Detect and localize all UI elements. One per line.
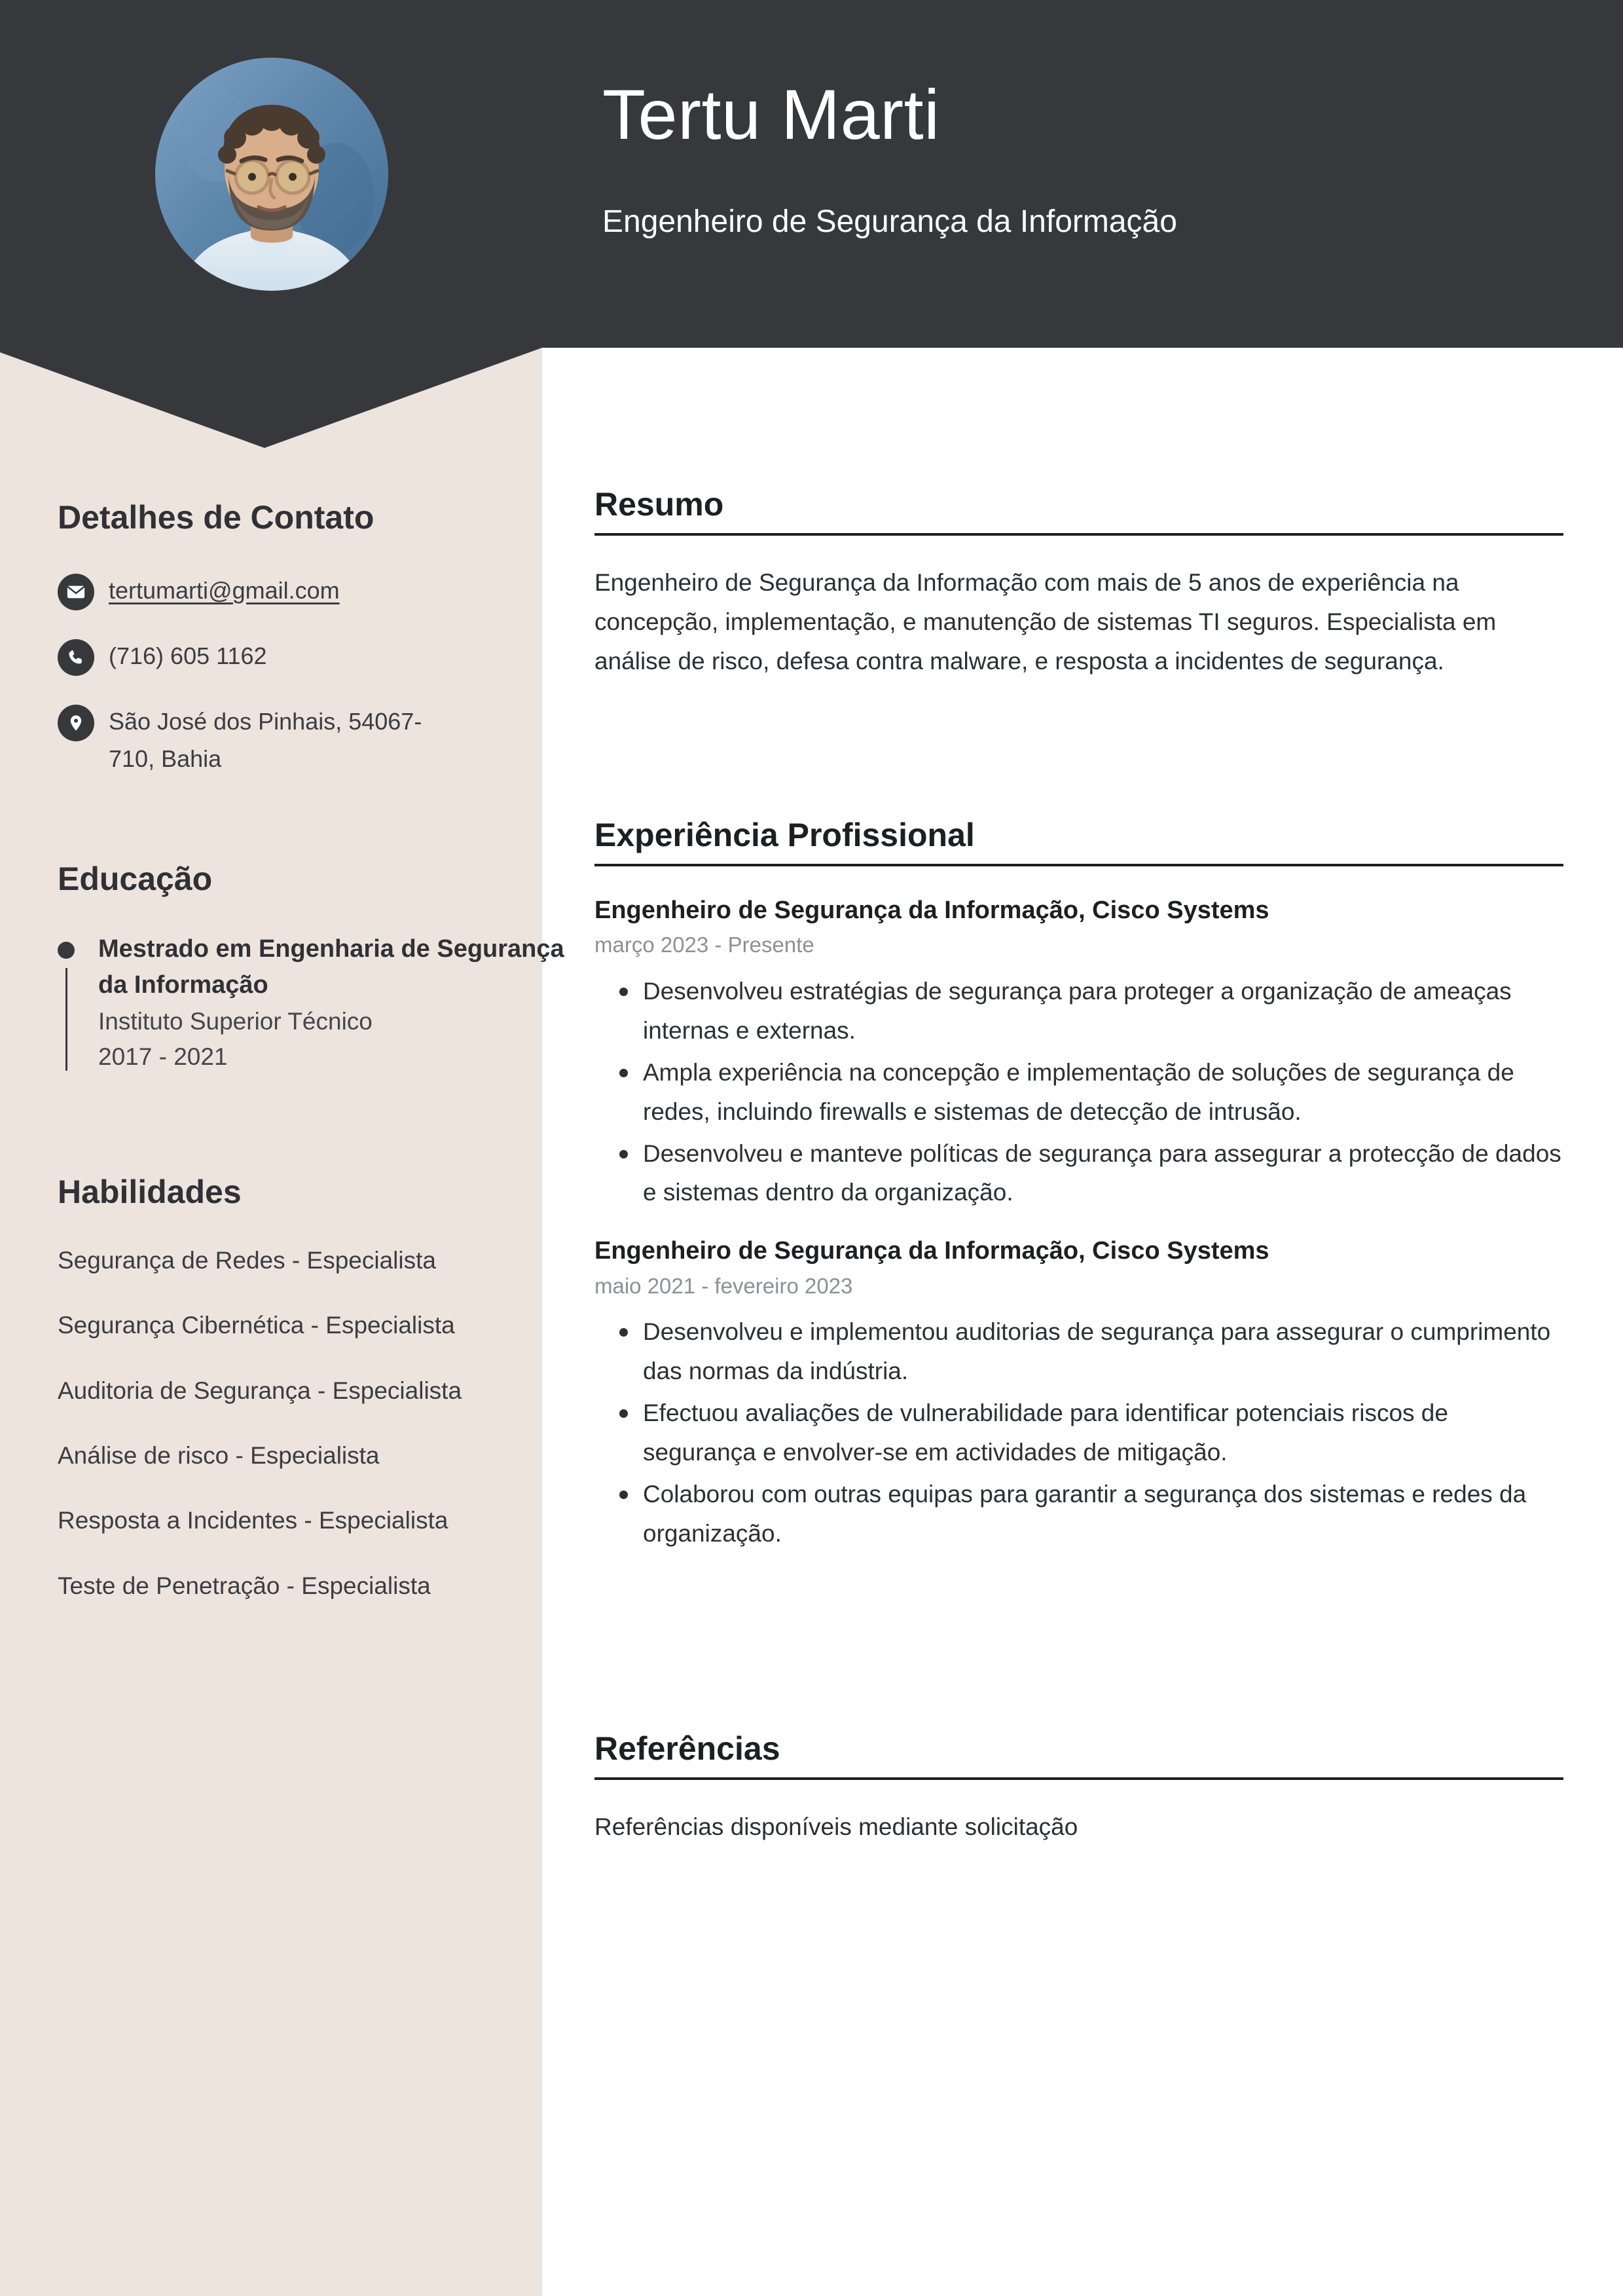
contact-address-value: São José dos Pinhais, 54067-710, Bahia (109, 708, 422, 772)
experience-heading: Experiência Profissional (594, 817, 975, 853)
experience-item (594, 894, 1563, 1212)
education-school: Instituto Superior Técnico (98, 1007, 373, 1035)
job-dates: março 2023 - Presente (594, 933, 814, 957)
education-degree: Mestrado em Engenharia de Segurança da Informação (98, 935, 564, 999)
summary-section (594, 485, 1563, 681)
avatar (155, 58, 388, 291)
envelope-icon (58, 574, 94, 610)
list-item: Ampla experiência na concepção e implementação de soluções de segurança de redes, incluindo firewalls e sistemas de detecção de intrusão. (594, 1053, 1563, 1132)
job-dates: maio 2021 - fevereiro 2023 (594, 1273, 853, 1298)
skills-list (58, 1242, 600, 1604)
page-title: Tertu Marti (602, 75, 940, 154)
summary-text: Engenheiro de Segurança da Informação com mais de 5 anos de experiência na concepção, implementação, e manutenção de sistemas TI seguros. Especialista em análise de risco, defesa contra malware, e resposta a incidentes de segurança. (594, 569, 1497, 675)
education-item (58, 931, 600, 1075)
skills-section (0, 1172, 657, 1632)
job-bullet-list (594, 1312, 1563, 1553)
list-item: Colaborou com outras equipas para garantir a segurança dos sistemas e redes da organização. (594, 1475, 1563, 1553)
summary-heading: Resumo (594, 486, 724, 523)
list-item: Resposta a Incidentes - Especialista (58, 1507, 448, 1534)
education-dates: 2017 - 2021 (98, 1043, 228, 1070)
contact-list (58, 572, 600, 778)
skills-heading: Habilidades (58, 1174, 242, 1210)
experience-section (594, 815, 1563, 1560)
list-item: Desenvolveu estratégias de segurança para proteger a organização de ameaças internas e externas. (594, 972, 1563, 1050)
bullet-dot-icon (58, 942, 75, 959)
section-divider (594, 1777, 1563, 1780)
list-item: Desenvolveu e implementou auditorias de segurança para assegurar o cumprimento das normas da indústria. (594, 1312, 1563, 1391)
list-item: Análise de risco - Especialista (58, 1442, 380, 1470)
contact-phone-value: (716) 605 1162 (109, 642, 267, 669)
contact-section (0, 498, 657, 805)
location-pin-icon (58, 705, 94, 741)
education-heading: Educação (58, 861, 213, 897)
profile-photo-illustration (155, 58, 388, 291)
job-title: Engenheiro de Segurança da Informação, Cisco Systems (594, 897, 1269, 924)
contact-item-phone[interactable] (58, 638, 600, 676)
education-section (0, 859, 657, 1075)
contact-heading: Detalhes de Contato (58, 499, 374, 536)
references-text: Referências disponíveis mediante solicitação (594, 1813, 1078, 1840)
contact-email-value[interactable]: tertumarti@gmail.com (109, 577, 340, 604)
list-item: Segurança Cibernética - Especialista (58, 1312, 455, 1339)
list-item: Segurança de Redes - Especialista (58, 1247, 436, 1274)
timeline-rule (65, 968, 67, 1071)
contact-item-address[interactable] (58, 703, 600, 778)
job-bullet-list (594, 972, 1563, 1213)
list-item: Efectuou avaliações de vulnerabilidade para identificar potenciais riscos de segurança e envolver-se em actividades de mitigação. (594, 1394, 1563, 1472)
list-item: Auditoria de Segurança - Especialista (58, 1377, 462, 1404)
experience-item (594, 1234, 1563, 1553)
contact-item-email[interactable] (58, 572, 600, 610)
header-content (0, 0, 1623, 348)
job-title: Engenheiro de Segurança da Informação, Cisco Systems (594, 1237, 1269, 1265)
section-divider (594, 533, 1563, 536)
list-item: Desenvolveu e manteve políticas de segurança para assegurar a protecção de dados e sistemas dentro da organização. (594, 1134, 1563, 1213)
phone-icon (58, 639, 94, 676)
references-section (594, 1729, 1563, 1847)
list-item: Teste de Penetração - Especialista (58, 1572, 431, 1599)
header-job-title: Engenheiro de Segurança da Informação (602, 204, 1177, 239)
references-heading: Referências (594, 1730, 780, 1767)
section-divider (594, 864, 1563, 866)
